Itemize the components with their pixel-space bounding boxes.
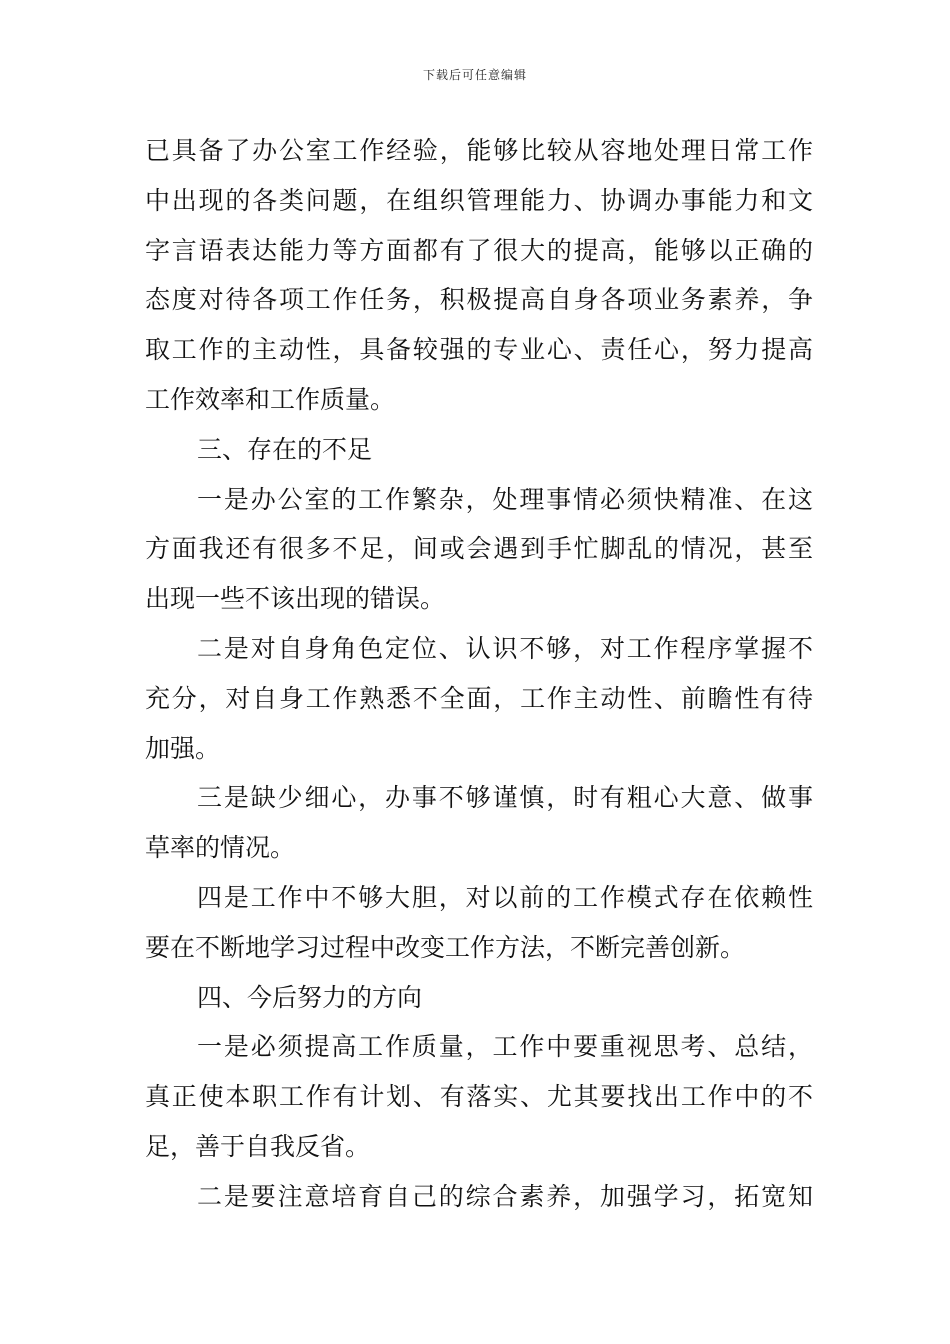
text-line: 中出现的各类问题，在组织管理能力、协调办事能力和文 — [145, 185, 813, 215]
text-line: 充分，对自身工作熟悉不全面，工作主动性、前瞻性有待 — [145, 683, 813, 713]
text-line: 出现一些不该出现的错误。 — [145, 584, 446, 614]
text-line: 取工作的主动性，具备较强的专业心、责任心，努力提高 — [145, 335, 813, 365]
text-line: 二是要注意培育自己的综合素养，加强学习，拓宽知 — [197, 1181, 813, 1211]
text-line: 工作效率和工作质量。 — [145, 384, 396, 414]
text-line: 一是必须提高工作质量，工作中要重视思考、总结， — [197, 1032, 813, 1062]
text-line: 一是办公室的工作繁杂，处理事情必须快精准、在这 — [197, 484, 813, 514]
text-line: 态度对待各项工作任务，积极提高自身各项业务素养，争 — [145, 285, 813, 315]
text-line: 字言语表达能力等方面都有了很大的提高，能够以正确的 — [145, 235, 813, 265]
text-line: 三、存在的不足 — [197, 434, 373, 464]
text-line: 四、今后努力的方向 — [197, 982, 423, 1012]
text-line: 四是工作中不够大胆，对以前的工作模式存在依赖性 — [197, 882, 813, 912]
text-line: 草率的情况。 — [145, 833, 296, 863]
text-line: 足，善于自我反省。 — [145, 1131, 371, 1161]
text-line: 已具备了办公室工作经验，能够比较从容地处理日常工作 — [145, 136, 813, 165]
text-line: 要在不断地学习过程中改变工作方法，不断完善创新。 — [145, 932, 746, 962]
text-line: 方面我还有很多不足，间或会遇到手忙脚乱的情况，甚至 — [145, 534, 813, 564]
text-line: 二是对自身角色定位、认识不够，对工作程序掌握不 — [197, 633, 813, 663]
page-header: 下载后可任意编辑 — [422, 68, 527, 82]
document-body — [145, 126, 813, 1222]
text-line: 三是缺少细心，办事不够谨慎，时有粗心大意、做事 — [197, 783, 813, 813]
text-line: 加强。 — [145, 733, 221, 763]
text-line: 真正使本职工作有计划、有落实、尤其要找出工作中的不 — [145, 1082, 813, 1112]
